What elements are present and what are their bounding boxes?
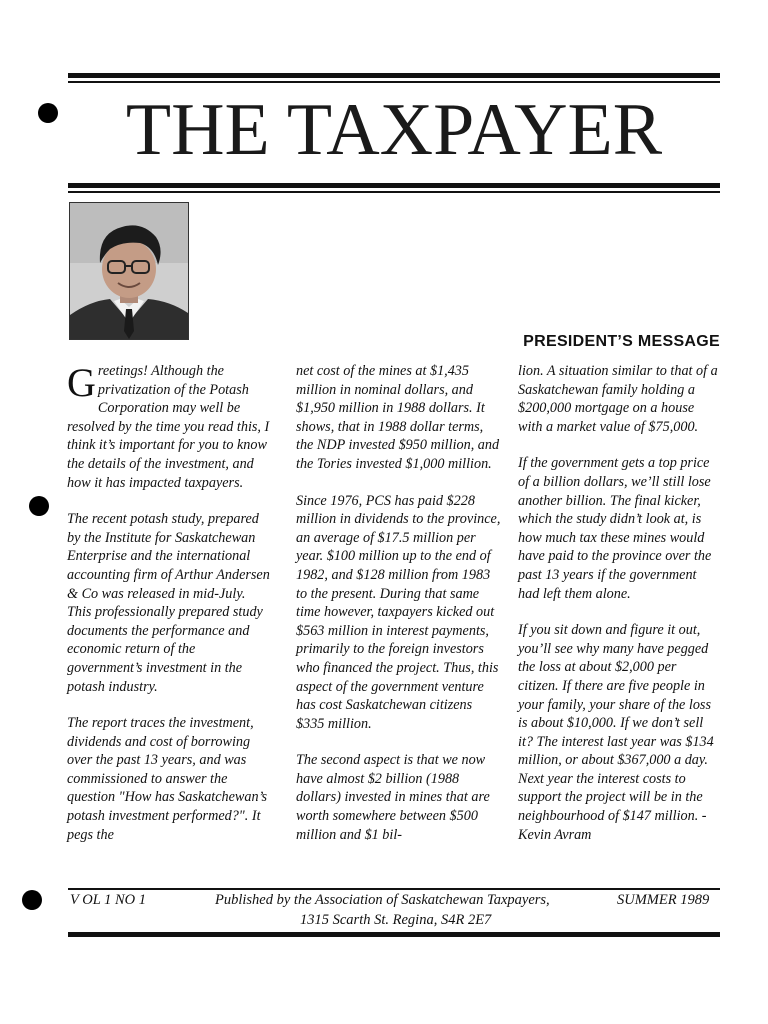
footer-volume: V OL 1 NO 1 — [70, 892, 147, 908]
article-paragraph: The second aspect is that we now have almost $2 billion (1988 dollars) invested in mines that are worth somewhere between $500 million and $1 bil- — [296, 752, 490, 843]
article-column-3 — [518, 362, 720, 862]
article-paragraph — [67, 362, 270, 492]
section-heading: PRESIDENT’S MESSAGE — [523, 333, 720, 350]
footer-address: 1315 Scarth St. Regina, S4R 2E7 — [300, 912, 492, 928]
masthead-rule-top-thin — [68, 81, 720, 83]
punch-hole-bottom — [22, 890, 42, 910]
article-paragraph: net cost of the mines at $1,435 million in nominal dollars, and $1,950 million in 1988 dollars. It shows, that in 1988 dollar terms, the NDP invested $950 million, and the Tories invested $1,000 million. — [296, 363, 500, 472]
paragraph-text: reetings! Although the privatization of the Potash Corporation may well be resolved by the time you read this, I think it’s important for you to know the details of the investment, and how it has impacted taxpayers. — [67, 363, 270, 491]
footer-issue: SUMMER 1989 — [617, 892, 710, 908]
punch-hole-middle — [29, 496, 49, 516]
masthead-rule-top-thick — [68, 73, 720, 78]
article-paragraph: lion. A situation similar to that of a Saskatchewan family holding a $200,000 mortgage on a house with a market value of $75,000. — [518, 363, 718, 435]
footer-publisher: Published by the Association of Saskatchewan Taxpayers, — [215, 892, 550, 908]
article-paragraph: Since 1976, PCS has paid $228 million in dividends to the province, an average of $17.5 million per year. $100 million up to the end of 1982, and $128 million from 1983 to the present. During that same time however, taxpayers kicked out $563 million in interest payments, primarily to the foreign investors who financed the project. Thus, this aspect of the government venture has cost Saskatchewan citizens $335 million. — [296, 492, 501, 732]
article-paragraph: If the government gets a top price of a billion dollars, we’ll still lose another billion. The final kicker, which the study didn’t look at, is how much tax these mines would have paid to the province over the past 13 years if the government had left them alone. — [518, 455, 712, 602]
article-column-1 — [67, 362, 270, 862]
footer-rule-bottom — [68, 932, 720, 937]
masthead-rule-bottom-thick — [68, 183, 720, 188]
masthead-title: THE TAXPAYER — [125, 89, 663, 171]
masthead-rule-bottom-thin — [68, 191, 720, 193]
article-paragraph: The report traces the investment, dividends and cost of borrowing over the past 13 years, and was commissioned to answer the question "How has Saskatchewan’s potash investment performed?". It pegs the — [67, 715, 267, 843]
article-paragraph: The recent potash study, prepared by the Institute for Saskatchewan Enterprise and the international accounting firm of Arthur Andersen & Co was released in mid-July. This professionally prepared study documents the performance and economic return of the government’s investment in the potash industry. — [67, 511, 270, 695]
punch-hole-top — [38, 103, 58, 123]
article-paragraph: If you sit down and figure it out, you’ll see why many have pegged the loss at about $2,000 per citizen. If there are five people in your family, your share of the loss is about $10,000. If we don’t sell it? The interest last year was $134 million, or about $367,000 a day. Next year the interest costs to support the project will be in the neighbourhood of $147 million. - Kevin Avram — [518, 622, 714, 843]
footer-rule-top — [68, 888, 720, 890]
president-photo — [69, 202, 189, 340]
drop-cap: G — [67, 360, 96, 405]
portrait-illustration — [70, 203, 188, 339]
article-column-2 — [296, 362, 501, 862]
